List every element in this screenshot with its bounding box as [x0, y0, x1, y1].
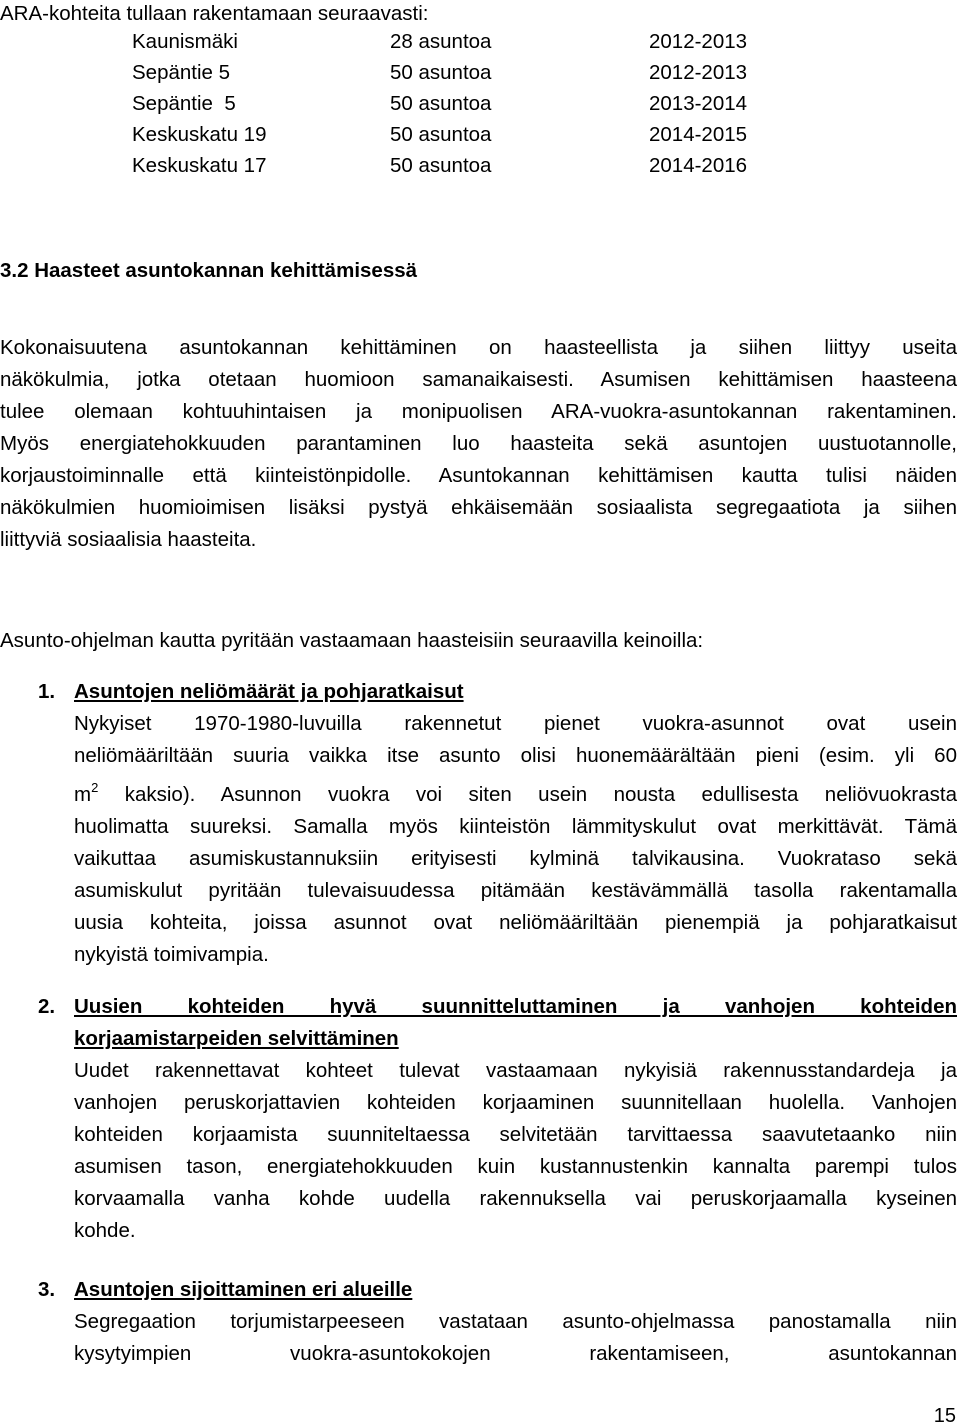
paragraph-line: Myös energiatehokkuuden parantaminen luo haasteita sekä asuntojen uustuotannolle, — [0, 432, 957, 455]
project-years: 2014-2016 — [649, 154, 748, 177]
lead-sentence: Asunto-ohjelman kautta pyritään vastaamaan haasteisiin seuraavilla keinoilla: — [0, 629, 704, 652]
project-years: 2012-2013 — [649, 61, 748, 84]
item-line: kysytyimpien vuokra-asuntokokojen rakentamiseen, asuntokannan — [74, 1342, 957, 1365]
item-line: vanhojen peruskorjattavien kohteiden korjaaminen suunnitellaan huolella. Vanhojen — [74, 1091, 957, 1114]
item-line: kohteiden korjaamista suunniteltaessa selvitetään tarvittaessa saavutetaanko niin — [74, 1123, 957, 1146]
page-number: 15 — [933, 1405, 956, 1427]
project-name: Sepäntie 5 — [132, 61, 231, 84]
intro-text: ARA-kohteita tullaan rakentamaan seuraavasti: — [0, 2, 429, 25]
paragraph-line: tulee olemaan kohtuuhintaisen ja monipuolisen ARA-vuokra-asuntokannan rakentaminen. — [0, 400, 957, 423]
project-units: 50 asuntoa — [390, 123, 492, 146]
project-years: 2013-2014 — [649, 92, 748, 115]
project-years: 2012-2013 — [649, 30, 748, 53]
project-name: Keskuskatu 17 — [132, 154, 267, 177]
item-line: huolimatta suureksi. Samalla myös kiinteistön lämmityskulut ovat merkittävät. Tämä — [74, 815, 957, 838]
item-line: $m^2$ kaksio). Asunnon vuokra voi siten usein nousta edullisesta neliövuokrasta — [74, 780, 957, 806]
project-units: 28 asuntoa — [390, 30, 492, 53]
paragraph-line: näkökulmien huomioimisen lisäksi pystyä ehkäisemään sosiaalista segregaatiota ja siihen — [0, 496, 957, 519]
item-line: neliömääriltään suuria vaikka itse asunto olisi huonemäärältään pieni (esim. yli 60 — [74, 744, 957, 767]
project-units: 50 asuntoa — [390, 154, 492, 177]
item-line: kohde. — [74, 1219, 136, 1242]
project-units: 50 asuntoa — [390, 92, 492, 115]
paragraph-line: liittyviä sosiaalisia haasteita. — [0, 528, 257, 551]
item-line: vaikuttaa asumiskustannuksiin erityisesti kylminä talvikausina. Vuokrataso sekä — [74, 847, 957, 870]
superscript: 2 — [91, 780, 99, 795]
item-line: Segregaation torjumistarpeeseen vastataan asunto-ohjelmassa panostamalla niin — [74, 1310, 957, 1333]
item-line: asumiskulut pyritään tulevaisuudessa pitämään kestävämmällä tasolla rakentamalla — [74, 879, 957, 902]
item-number: 2. — [38, 995, 56, 1018]
item-number: 1. — [38, 680, 56, 703]
item-line: korvaamalla vanha kohde uudella rakennuksella vai peruskorjaamalla kyseinen — [74, 1187, 957, 1210]
section-heading: 3.2 Haasteet asuntokannan kehittämisessä — [0, 259, 418, 282]
item-line: uusia kohteita, joissa asunnot ovat neliömääriltään pienempiä ja pohjaratkaisut — [74, 911, 957, 934]
paragraph-line: korjaustoiminnalle että kiinteistönpidolle. Asuntokannan kehittämisen kautta tulisi näiden — [0, 464, 957, 487]
item-line: asumisen tason, energiatehokkuuden kuin kustannustenkin kannalta parempi tulos — [74, 1155, 957, 1178]
item-line: Nykyiset 1970-1980-luvuilla rakennetut pienet vuokra-asunnot ovat usein — [74, 712, 957, 735]
item-title: Uusien kohteiden hyvä suunnitteluttaminen ja vanhojen kohteiden — [74, 995, 957, 1018]
project-name: Sepäntie 5 — [132, 92, 236, 115]
item-title: korjaamistarpeiden selvittäminen — [74, 1027, 399, 1050]
item-title: Asuntojen neliömäärät ja pohjaratkaisut — [74, 680, 464, 703]
paragraph-line: Kokonaisuutena asuntokannan kehittäminen on haasteellista ja siihen liittyy useita — [0, 336, 957, 359]
item-line: nykyistä toimivampia. — [74, 943, 269, 966]
project-units: 50 asuntoa — [390, 61, 492, 84]
project-years: 2014-2015 — [649, 123, 748, 146]
item-title: Asuntojen sijoittaminen eri alueille — [74, 1278, 413, 1301]
item-line: Uudet rakennettavat kohteet tulevat vastaamaan nykyisiä rakennusstandardeja ja — [74, 1059, 957, 1082]
item-number: 3. — [38, 1278, 56, 1301]
project-name: Kaunismäki — [132, 30, 238, 53]
section-paragraph — [0, 332, 957, 556]
paragraph-line: näkökulmia, jotka otetaan huomioon samanaikaisesti. Asumisen kehittämisen haasteena — [0, 368, 957, 391]
project-name: Keskuskatu 19 — [132, 123, 267, 146]
